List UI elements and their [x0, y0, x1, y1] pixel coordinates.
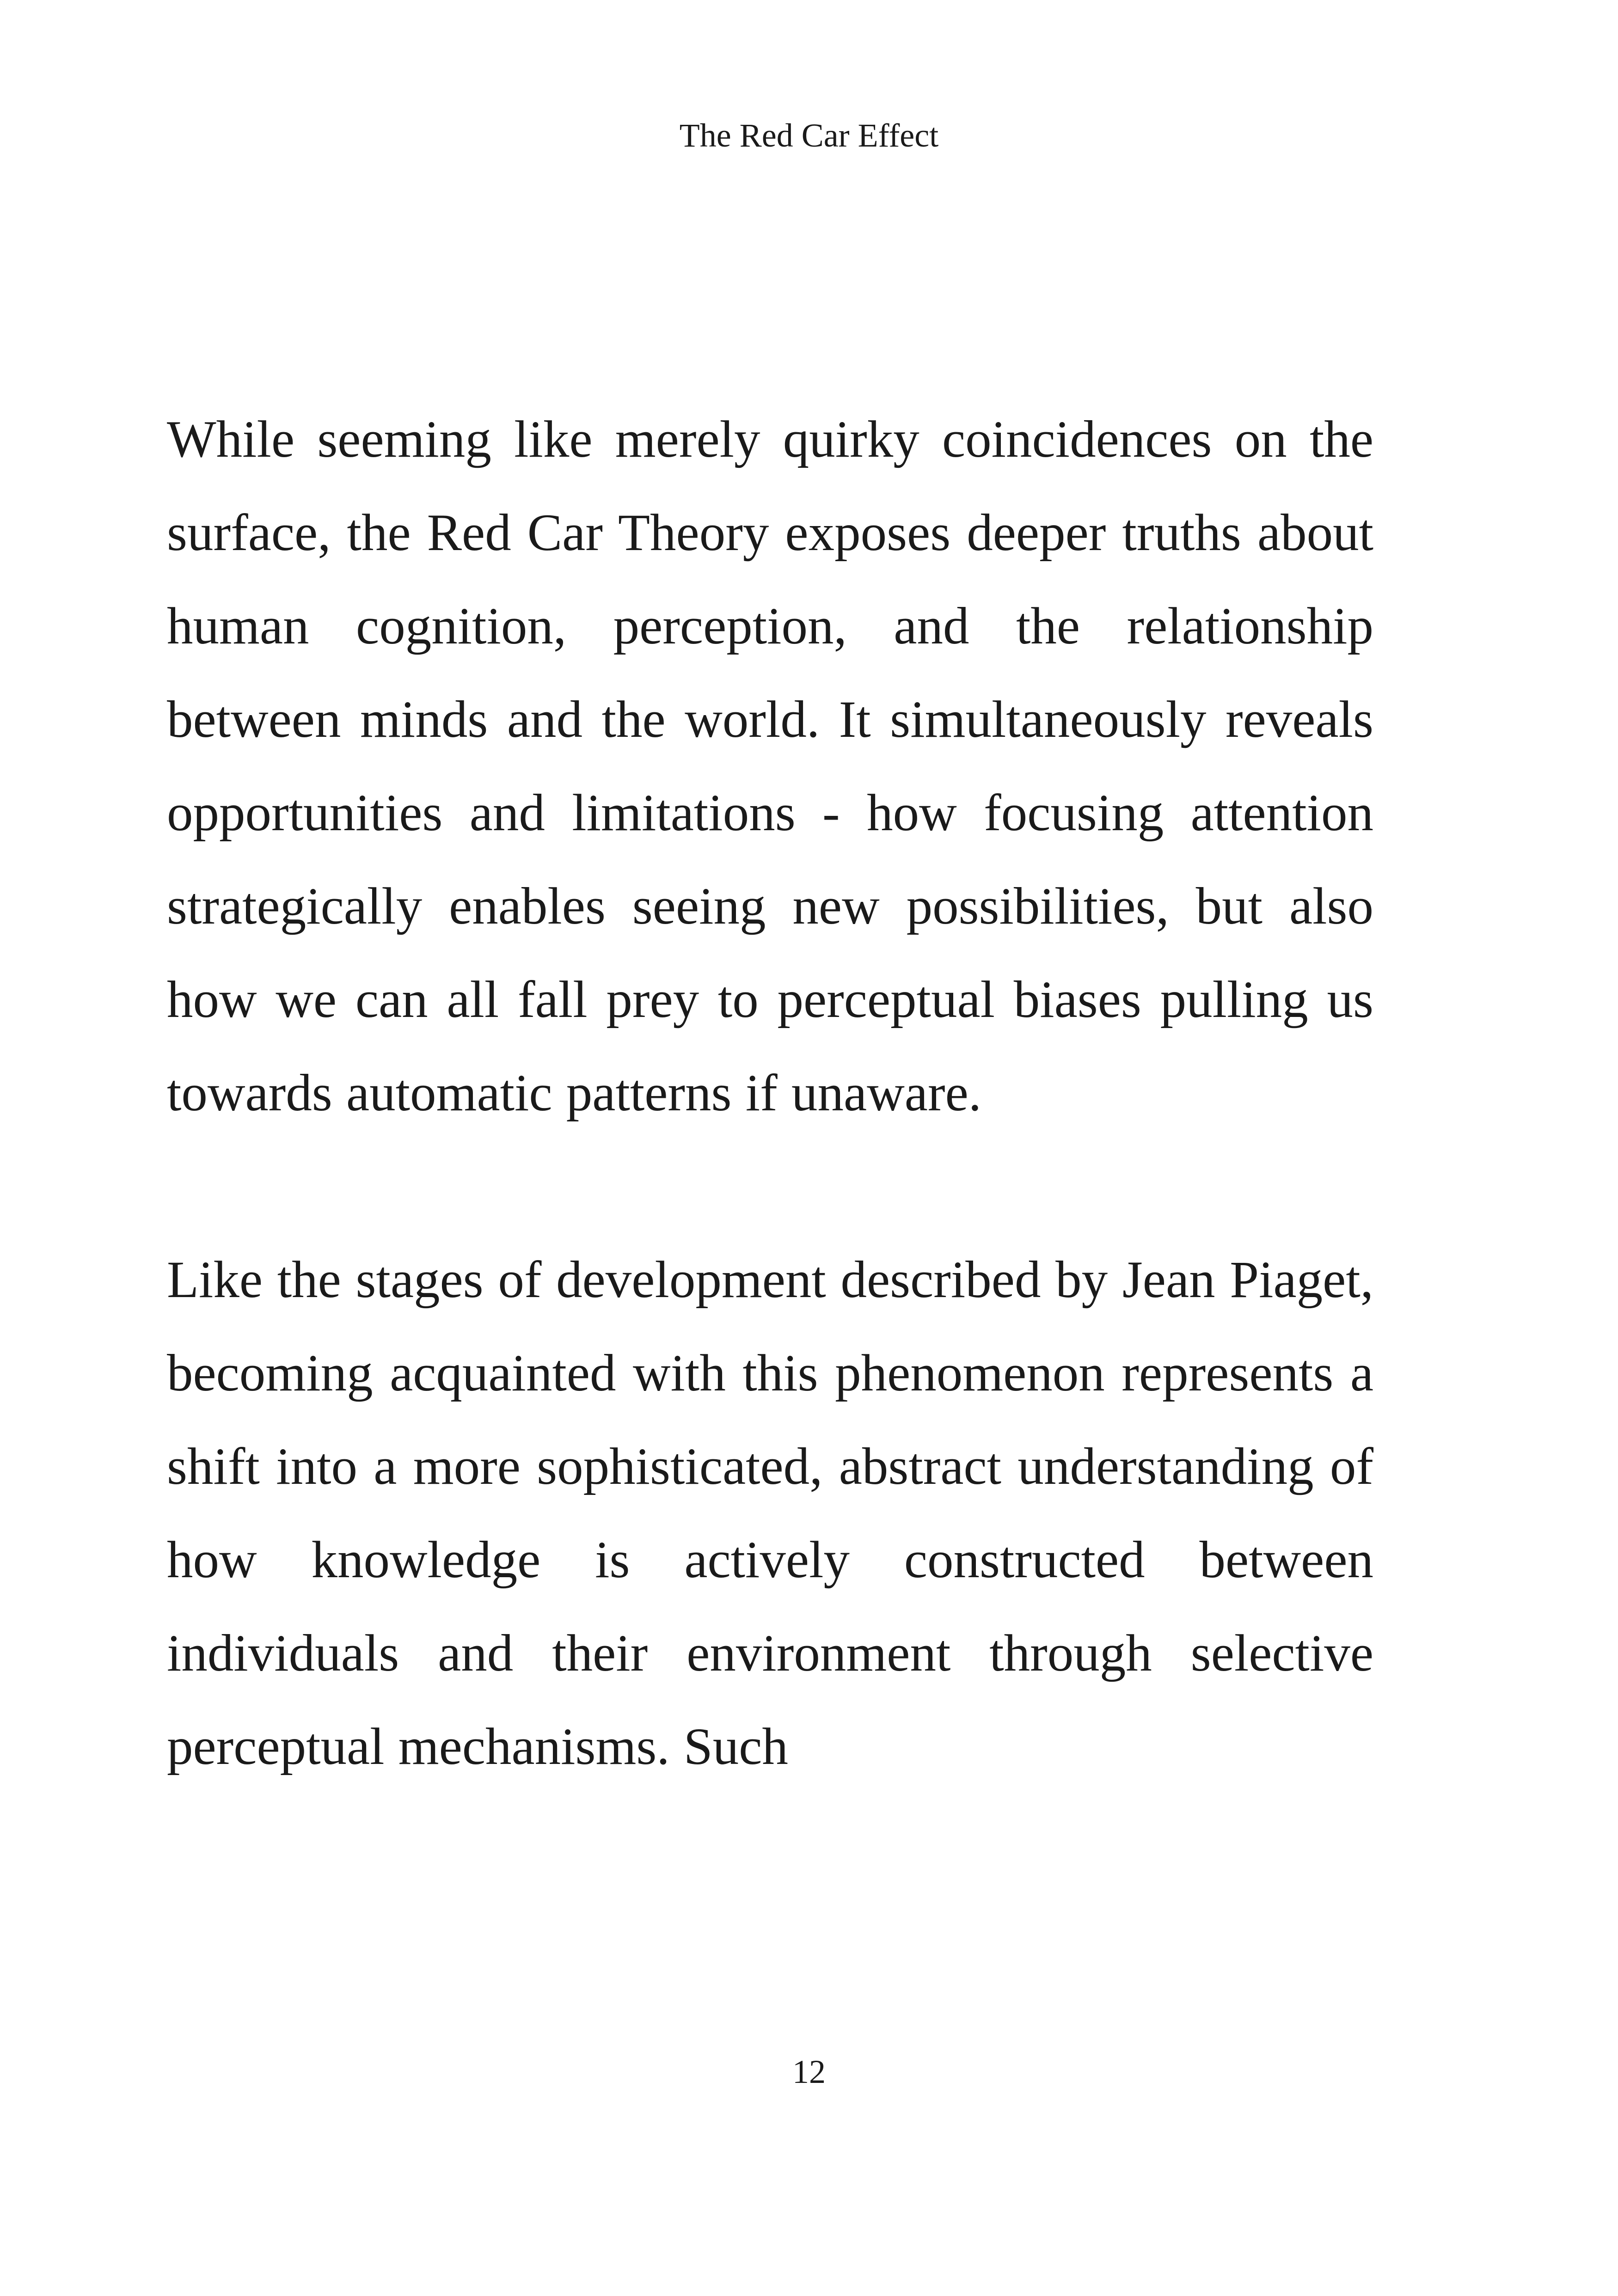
- paragraph: While seeming like merely quirky coincidences on the surface, the Red Car Theory exposes deeper truths about human cognition, perception, and the relationship between minds and the world. It simultaneously reveals opportunities and limitations - how focusing attention strategically enables seeing new possibilities, but also how we can all fall prey to perceptual biases pulling us towards automatic patterns if unaware.: [167, 410, 1373, 1122]
- body-text: [167, 393, 1373, 1794]
- paragraph: Like the stages of development described by Jean Piaget, becoming acquainted with this phenomenon represents a shift into a more sophisticated, abstract understanding of how knowledge is actively constructed between individuals and their environment through selective perceptual mechanisms. Such: [167, 1251, 1373, 1776]
- page-number: 12: [792, 2053, 826, 2090]
- running-header: The Red Car Effect: [679, 117, 939, 154]
